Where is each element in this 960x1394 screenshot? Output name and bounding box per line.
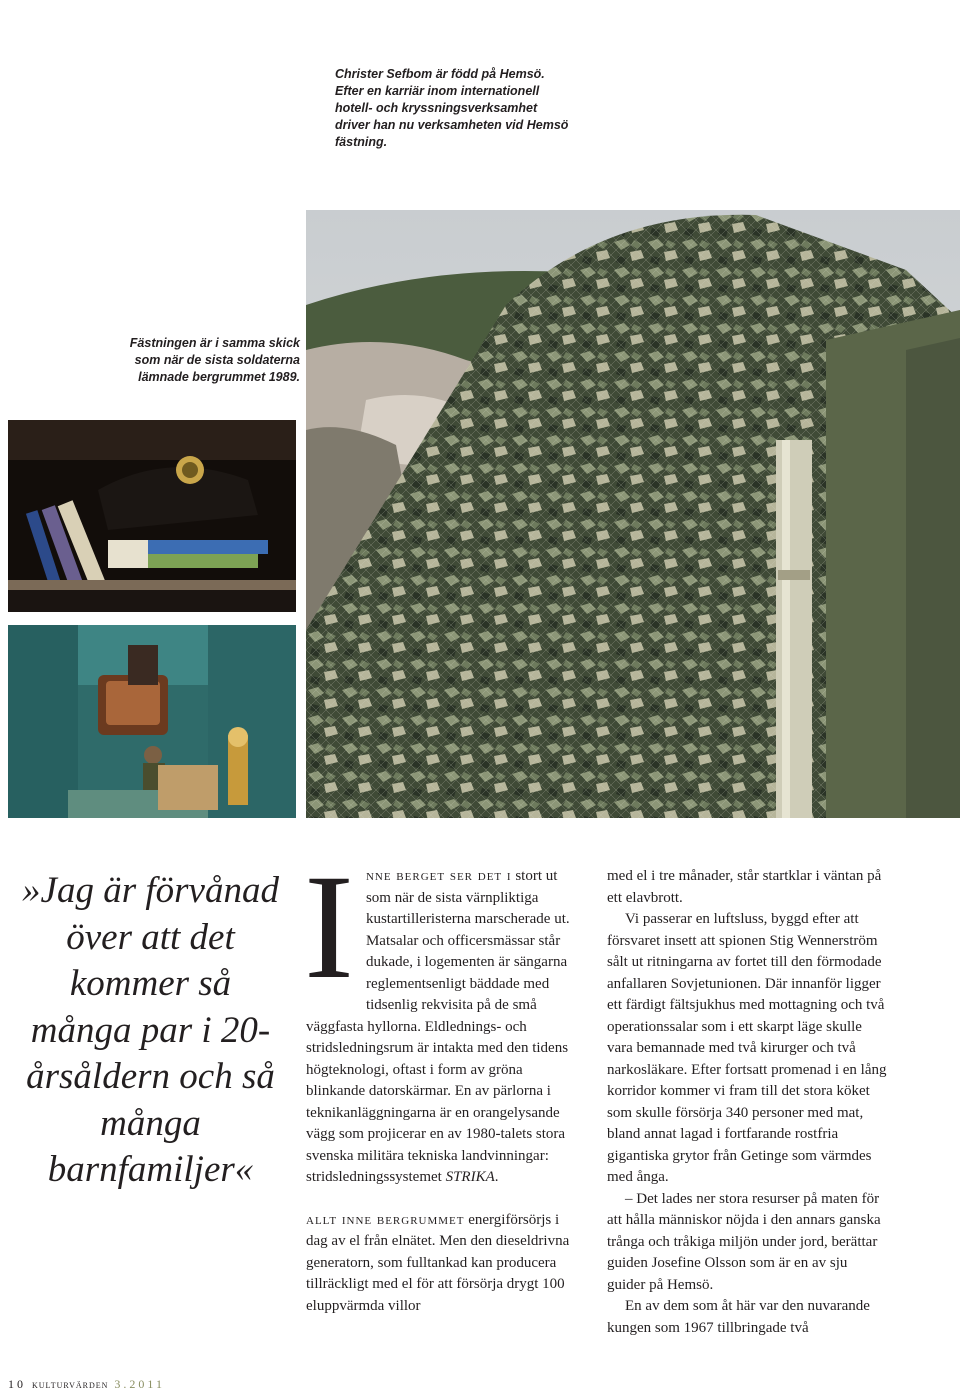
- photo-caption-sefbom: Christer Sefbom är född på Hemsö. Efter en karriär inom internationell hotell- och kryssningsverksamhet driver han nu verksamheten vid Hemsö fästning.: [335, 67, 569, 149]
- bunker-interior-photo: [8, 625, 296, 818]
- article-paragraph-2: [306, 1210, 578, 1318]
- photo-caption-fastning: Fästningen är i samma skick som när de sista soldaterna lämnade bergrummet 1989.: [129, 336, 300, 384]
- bunker-camouflage-photo: [306, 210, 960, 818]
- bookshelf-cap-photo: [8, 420, 296, 612]
- paragraph-text: energiförsörjs i dag av el från elnätet. Men den dieseldrivna generatorn, som fulltankad kan producera tillräckligt med el för att försörja drygt 100 eluppvärmda villor: [306, 1211, 570, 1314]
- strika-term: STRIKA: [445, 1169, 495, 1185]
- article-paragraph-3: med el i tre månader, står startklar i väntan på ett elavbrott.: [607, 868, 882, 906]
- paragraph-text: stort ut som när de sista värnpliktiga kustartilleristerna marscherade ut. Matsalar och officersmässar står dukade, i logementen är sängarna reglementsenligt bäddade med tidsenlig rekvisita på de små väggfasta hyllorna. Eldlednings- och stridsledningsrum är intakta med den tidens högteknologi, oftast i form av gröna blinkande datorskärmar. En av pärlorna i teknikanläggningarna är en orangelysande vägg som projicerar en av 1980-talets stora svenska militära tekniska landvinningar: stridsledningssystemet: [306, 868, 570, 1185]
- page-number: 10: [8, 1377, 26, 1391]
- article-column-right: [607, 866, 887, 1339]
- article-paragraph-5: – Det lades ner stora resurser på maten för att hålla människor nöjda i den annars ganska trånga och tråkiga miljön under jord, berättar guiden Josefine Olsson som är en av sju guider på Hemsö.: [607, 1190, 881, 1293]
- lead-in: nne berget ser det i: [365, 868, 512, 884]
- pull-quote: »Jag är förvånad över att det kommer så många par i 20-årsåldern och så många barnfamiljer«: [22, 870, 279, 1190]
- article-paragraph-1: [304, 844, 578, 1189]
- drop-cap: I: [304, 844, 354, 1010]
- article-column-middle: [304, 844, 578, 1317]
- magazine-name: kulturvärden: [32, 1377, 109, 1391]
- issue-number: 3.2011: [114, 1377, 165, 1391]
- article-paragraph-4: Vi passerar en luftsluss, byggd efter att försvaret insett att spionen Stig Wennerström sålt ut ritningarna av fortet till den förmodade anfallaren Sovjetunionen. Där innanför ligger ett färdigt fältsjukhus med mottagning och två operationssalar som i ett skarpt läge skulle vara bemannade med två kirurger och två narkosläkare. Efter fortsatt promenad i en lång korridor kommer vi fram till det stora köket som skulle försörja 340 personer med mat, bland annat lagad i fortfarande rostfria gigantiska grytor från Getinge som värmdes med ånga.: [607, 911, 887, 1185]
- section-lead-in: allt inne bergrummet: [306, 1211, 465, 1228]
- page-footer: [8, 1377, 165, 1392]
- article-paragraph-6: En av dem som åt här var den nuvarande kungen som 1967 tillbringade två: [607, 1298, 870, 1336]
- paragraph-end: .: [494, 1169, 499, 1185]
